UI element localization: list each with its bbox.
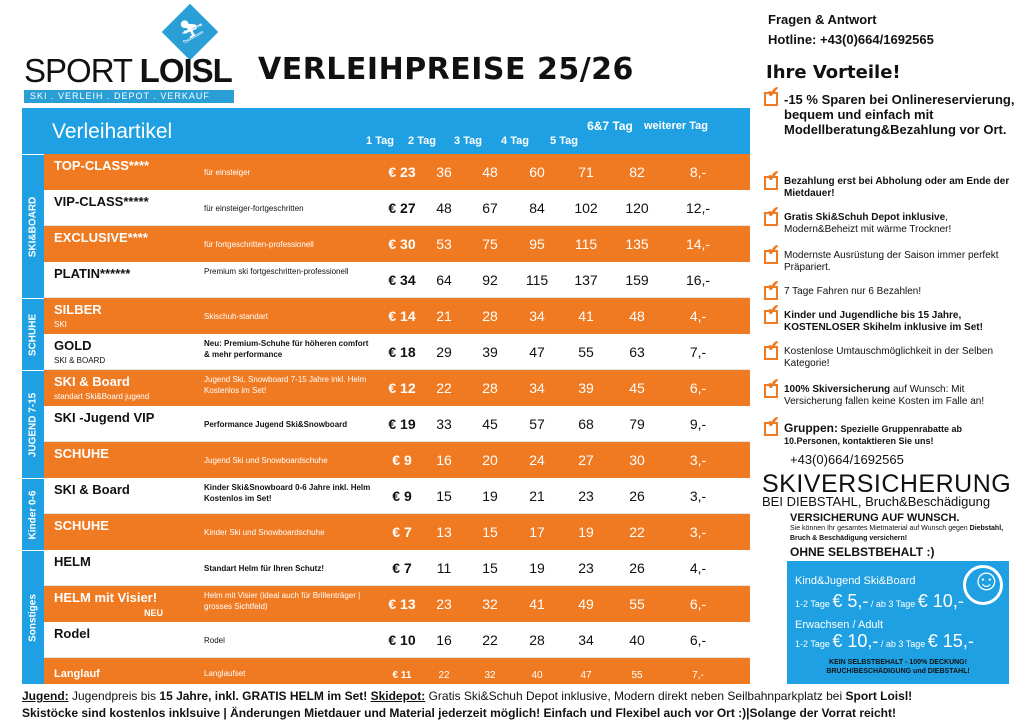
- logo-brand-left: SPORT: [24, 52, 132, 89]
- price-amount: € 10,-: [917, 591, 964, 611]
- price-label: 1-2 Tage: [795, 599, 833, 609]
- price-cell: 40: [629, 632, 645, 648]
- table-row: [44, 514, 750, 550]
- price-cell: 75: [482, 236, 498, 252]
- price-cell: 28: [482, 380, 498, 396]
- col-4-tag: 4 Tag: [501, 135, 529, 147]
- table-row: [44, 658, 750, 684]
- category-schuhe: [22, 298, 44, 370]
- col-6-7-tag: 6&7 Tag: [587, 119, 633, 133]
- table-row: [44, 442, 750, 478]
- price-cell: € 9: [392, 488, 412, 504]
- category-jugend: [22, 370, 44, 478]
- price-cell: 47: [529, 344, 545, 360]
- price-cell: 32: [484, 670, 496, 681]
- price-cell: 68: [578, 416, 594, 432]
- price-cell: € 18: [388, 344, 416, 360]
- benefit-strong: Kinder und Jugendliche bis 15 Jahre,: [784, 310, 962, 321]
- price-cell: 67: [482, 200, 498, 216]
- price-cell: 53: [436, 236, 452, 252]
- category-label: Kinder 0-6: [27, 490, 39, 539]
- footer-text: Sport Loisl!: [845, 689, 913, 703]
- product-name: TOP-CLASS****: [54, 158, 150, 173]
- price-cell: 36: [436, 164, 452, 180]
- checkbox-icon: [764, 176, 778, 190]
- price-cell: 135: [625, 236, 649, 252]
- product-name: Rodel: [54, 626, 91, 641]
- benefit-text: Spezielle Gruppenrabatte ab 10.Personen, kontaktieren Sie uns!: [784, 424, 963, 446]
- benefit-text: , Modern&Beheizt mit wärme Trockner!: [784, 212, 952, 235]
- table-row: [44, 586, 750, 622]
- product-subtitle: SKI & BOARD: [54, 356, 106, 365]
- price-cell: 159: [625, 272, 649, 288]
- table-header: [22, 108, 750, 154]
- price-cell: 95: [529, 236, 545, 252]
- product-description: Skischuh-standart: [204, 312, 269, 321]
- price-cell: € 23: [388, 164, 416, 180]
- table-row: [44, 226, 750, 262]
- price-cell: 60: [529, 164, 545, 180]
- product-description: Kinder Ski und Snowboardschuhe: [204, 528, 325, 537]
- price-extra-day: 3,-: [689, 524, 707, 540]
- price-cell: 45: [629, 380, 645, 396]
- adult-insurance-prices: [795, 631, 974, 652]
- table-header-label: Verleihartikel: [52, 120, 173, 143]
- price-extra-day: 14,-: [685, 236, 711, 252]
- benefit-text: Bezahlung erst bei Abholung oder am Ende der Mietdauer!: [784, 176, 1010, 199]
- skier-icon: ⛷: [178, 20, 206, 45]
- price-cell: 40: [531, 670, 543, 681]
- checkbox-icon: [764, 212, 778, 226]
- price-cell: 30: [629, 452, 645, 468]
- product-name: VIP-CLASS*****: [54, 194, 149, 209]
- product-description: Neu: Premium-Schuhe für höheren comfort & mehr performance: [204, 339, 369, 359]
- benefit-strong: -15 % Sparen: [784, 92, 866, 107]
- ohne-selbstbehalt: OHNE SELBSTBEHALT :): [790, 545, 935, 559]
- category-sonstiges: [22, 550, 44, 684]
- kids-insurance-prices: [795, 591, 964, 612]
- price-cell: 71: [578, 164, 594, 180]
- benefit-text: Modernste Ausrüstung der Saison immer perfekt Präpariert.: [784, 250, 999, 273]
- price-cell: 16: [436, 452, 452, 468]
- price-cell: € 19: [388, 416, 416, 432]
- product-subtitle: NEU: [144, 608, 164, 618]
- price-cell: € 30: [388, 236, 416, 252]
- price-cell: 82: [629, 164, 645, 180]
- price-cell: 34: [529, 380, 545, 396]
- page-title: VERLEIHPREISE 25/26: [258, 52, 634, 87]
- price-cell: 15: [482, 560, 498, 576]
- price-cell: € 7: [392, 524, 412, 540]
- price-cell: 28: [482, 308, 498, 324]
- benefit-item: [764, 384, 1020, 408]
- footer-text: , inkl. GRATIS HELM im Set!: [208, 689, 371, 703]
- product-name: SILBER: [54, 302, 102, 317]
- benefit-text: KOSTENLOSER Skihelm inklusive im Set!: [784, 322, 983, 333]
- price-cell: 13: [436, 524, 452, 540]
- skiversicherung-subtitle: BEI DIEBSTAHL, Bruch&Beschädigung: [762, 494, 991, 509]
- price-cell: 28: [529, 632, 545, 648]
- price-cell: 84: [529, 200, 545, 216]
- price-cell: 137: [574, 272, 598, 288]
- price-cell: € 9: [392, 452, 412, 468]
- table-row: [44, 622, 750, 658]
- benefit-item: [764, 212, 1020, 236]
- table-row: [44, 334, 750, 370]
- price-cell: 34: [578, 632, 594, 648]
- price-cell: 92: [482, 272, 498, 288]
- price-cell: 102: [574, 200, 598, 216]
- product-description: für einsteiger: [204, 168, 251, 177]
- price-cell: 23: [578, 560, 594, 576]
- price-cell: 48: [629, 308, 645, 324]
- table-row: [44, 154, 750, 190]
- smiley-icon: [963, 565, 1003, 605]
- price-cell: 120: [625, 200, 649, 216]
- hotline-label: Hotline: +43(0)664/1692565: [768, 32, 934, 47]
- table-row: [44, 550, 750, 586]
- price-cell: 47: [580, 670, 592, 681]
- sport-loisl-logo: [22, 6, 242, 101]
- table-row: [44, 370, 750, 406]
- logo-brand: [24, 52, 232, 90]
- footer-skidepot-label: Skidepot:: [370, 689, 426, 703]
- versicherung-note: [790, 524, 1020, 544]
- insurance-footnote: KEIN SELBSTBEHALT - 100% DECKUNG!: [829, 659, 967, 666]
- price-cell: 24: [529, 452, 545, 468]
- contact-block: [768, 10, 934, 50]
- product-description: Langlaufset: [204, 669, 246, 678]
- category-kinder: [22, 478, 44, 550]
- price-cell: 22: [436, 380, 452, 396]
- product-name: Langlauf: [54, 668, 100, 680]
- price-cell: 55: [629, 596, 645, 612]
- product-description: Kinder Ski&Snowboard 0-6 Jahre inkl. Helm Kostenlos im Set!: [204, 483, 371, 503]
- table-row: [44, 262, 750, 298]
- product-name: GOLD: [54, 338, 92, 353]
- checkbox-icon: [764, 92, 778, 106]
- table-row: [44, 298, 750, 334]
- price-cell: 15: [482, 524, 498, 540]
- price-cell: 41: [578, 308, 594, 324]
- insurance-price-box: [787, 561, 1009, 684]
- price-cell: 26: [629, 488, 645, 504]
- price-label: / ab 3 Tage: [878, 639, 928, 649]
- insurance-footnote: BRUCH/BESCHÄDIGUNG und DIEBSTAHL!: [826, 668, 970, 675]
- price-cell: 55: [631, 670, 643, 681]
- price-cell: € 34: [388, 272, 416, 288]
- product-name: PLATIN******: [54, 266, 131, 281]
- price-cell: 39: [482, 344, 498, 360]
- checkbox-icon: [764, 286, 778, 300]
- price-cell: 115: [525, 272, 549, 288]
- product-description: Standart Helm für Ihren Schutz!: [204, 564, 325, 573]
- benefit-item: [764, 176, 1020, 200]
- price-extra-day: 9,-: [689, 416, 707, 432]
- price-cell: 33: [436, 416, 452, 432]
- benefit-strong: 100% Skiversicherung: [784, 384, 891, 395]
- footer-line-2: Skistöcke sind kostenlos inklsuive | Änderungen Mietdauer und Material jederzeit möglich! Einfach und Flexibel auch vor Ort :)|Solange der Vorrat reicht!: [22, 706, 897, 720]
- price-extra-day: 3,-: [689, 488, 707, 504]
- category-label: SKI&BOARD: [27, 196, 39, 257]
- benefit-item: [764, 286, 1020, 298]
- price-cell: 55: [578, 344, 594, 360]
- price-cell: 19: [578, 524, 594, 540]
- price-cell: 11: [436, 560, 452, 576]
- price-table: [22, 108, 750, 685]
- benefit-text: 7 Tage Fahren nur 6 Bezahlen!: [784, 286, 922, 297]
- price-cell: 48: [482, 164, 498, 180]
- price-extra-day: 4,-: [689, 308, 707, 324]
- benefit-item: [764, 346, 1020, 370]
- price-cell: 19: [529, 560, 545, 576]
- price-extra-day: 7,-: [689, 344, 707, 360]
- price-label: 1-2 Tage: [795, 639, 833, 649]
- footer-text: Jugendpreis bis: [68, 689, 160, 703]
- price-cell: 49: [578, 596, 594, 612]
- price-amount: € 15,-: [927, 631, 974, 651]
- checkbox-icon: [764, 310, 778, 324]
- price-extra-day: 12,-: [685, 200, 711, 216]
- col-weiterer-tag: weiterer Tag: [644, 120, 708, 132]
- price-extra-day: 7,-: [692, 670, 704, 681]
- product-description: Rodel: [204, 636, 225, 645]
- price-cell: € 12: [388, 380, 416, 396]
- price-cell: 115: [574, 236, 598, 252]
- price-cell: 26: [629, 560, 645, 576]
- footer-text: Gratis Ski&Schuh Depot inklusive, Modern direkt neben Seilbahnparkplatz bei: [425, 689, 846, 703]
- col-1-tag: 1 Tag: [366, 135, 394, 147]
- price-cell: 57: [529, 416, 545, 432]
- product-description: Jugend Ski, Snowboard 7-15 Jahre inkl. Helm Kostenlos im Set!: [204, 375, 367, 395]
- category-label: JUGEND 7-15: [27, 392, 39, 457]
- checkbox-icon: [764, 346, 778, 360]
- benefit-text: auf Wunsch: Mit Versicherung fallen keine Kosten im Falle an!: [784, 384, 985, 407]
- price-cell: 17: [529, 524, 545, 540]
- price-extra-day: 16,-: [685, 272, 711, 288]
- table-row: [44, 478, 750, 514]
- price-extra-day: 6,-: [689, 596, 707, 612]
- vorteile-title: Ihre Vorteile!: [766, 62, 901, 83]
- table-row: [44, 190, 750, 226]
- price-label: / ab 3 Tage: [868, 599, 918, 609]
- adult-insurance-title: Erwachsen / Adult: [795, 619, 884, 631]
- kids-insurance-title: Kind&Jugend Ski&Board: [795, 575, 916, 587]
- benefit-strong: Gratis Ski&Schuh Depot inklusive: [784, 212, 946, 223]
- product-description: für fortgeschritten-professionell: [204, 240, 314, 249]
- phone-number: +43(0)664/1692565: [790, 452, 904, 467]
- product-description: für einsteiger-fortgeschritten: [204, 204, 304, 213]
- price-cell: 29: [436, 344, 452, 360]
- price-cell: 45: [482, 416, 498, 432]
- price-extra-day: 6,-: [689, 632, 707, 648]
- price-cell: 23: [436, 596, 452, 612]
- product-name: SCHUHE: [54, 518, 109, 533]
- logo-brand-right: LOISL: [139, 52, 232, 89]
- price-cell: 22: [438, 670, 450, 681]
- price-extra-day: 4,-: [689, 560, 707, 576]
- price-cell: 79: [629, 416, 645, 432]
- price-cell: 27: [578, 452, 594, 468]
- price-cell: 41: [529, 596, 545, 612]
- checkbox-icon: [764, 250, 778, 264]
- product-description: Performance Jugend Ski&Snowboard: [204, 420, 348, 429]
- footer-text: 15 Jahre: [159, 689, 209, 703]
- benefit-item: [764, 250, 1020, 274]
- table-row: [44, 406, 750, 442]
- note-bold: Diebstahl, Bruch & Beschädigung versichern!: [790, 525, 1004, 542]
- col-5-tag: 5 Tag: [550, 135, 578, 147]
- checkbox-icon: [764, 384, 778, 398]
- price-cell: € 14: [388, 308, 416, 324]
- price-cell: 32: [482, 596, 498, 612]
- faq-label: Fragen & Antwort: [768, 12, 877, 27]
- product-name: HELM: [54, 554, 91, 569]
- benefit-strong: Gruppen:: [784, 421, 838, 435]
- product-name: SKI & Board: [54, 482, 130, 497]
- price-cell: 63: [629, 344, 645, 360]
- product-name: SKI & Board: [54, 374, 130, 389]
- price-cell: 20: [482, 452, 498, 468]
- price-cell: 15: [436, 488, 452, 504]
- category-label: SCHUHE: [27, 313, 39, 356]
- benefit-item: [764, 310, 1020, 334]
- col-3-tag: 3 Tag: [454, 135, 482, 147]
- price-cell: € 7: [392, 560, 412, 576]
- price-extra-day: 3,-: [689, 452, 707, 468]
- price-cell: € 27: [388, 200, 416, 216]
- price-cell: 39: [578, 380, 594, 396]
- price-cell: 22: [482, 632, 498, 648]
- footer-jugend-label: Jugend:: [22, 689, 69, 703]
- logo-tagline: SKI . VERLEIH . DEPOT . VERKAUF: [24, 90, 234, 103]
- product-name: SKI -Jugend VIP: [54, 410, 155, 425]
- price-amount: € 10,-: [832, 631, 879, 651]
- price-cell: 19: [482, 488, 498, 504]
- benefit-text: Kostenlose Umtauschmöglichkeit in der Selben Kategorie!: [784, 346, 993, 369]
- benefit-item: [764, 422, 1020, 447]
- product-name: HELM mit Visier!: [54, 590, 158, 605]
- price-cell: 22: [629, 524, 645, 540]
- skiversicherung-title: SKIVERSICHERUNG: [762, 470, 1012, 498]
- price-cell: 21: [529, 488, 545, 504]
- price-cell: 48: [436, 200, 452, 216]
- price-amount: € 5,-: [832, 591, 869, 611]
- category-ski-board: [22, 154, 44, 298]
- price-cell: € 11: [392, 670, 412, 681]
- price-cell: 23: [578, 488, 594, 504]
- product-name: EXCLUSIVE****: [54, 230, 148, 245]
- product-subtitle: SKI: [54, 320, 67, 329]
- price-cell: 21: [436, 308, 452, 324]
- price-cell: € 10: [388, 632, 416, 648]
- category-label: Sonstiges: [27, 593, 39, 642]
- price-cell: 34: [529, 308, 545, 324]
- note-text: Sie können Ihr gesamtes Mietmaterial auf Wunsch gegen: [790, 525, 970, 532]
- price-cell: 64: [436, 272, 452, 288]
- benefit-item: [764, 92, 1020, 137]
- price-cell: 16: [436, 632, 452, 648]
- product-description: Premium ski fortgeschritten-professionell: [204, 267, 349, 276]
- price-cell: € 13: [388, 596, 416, 612]
- price-extra-day: 8,-: [689, 164, 707, 180]
- product-description: Helm mit Visier (ideal auch für Brillenträger | grosses Sichtfeld): [204, 591, 361, 611]
- col-2-tag: 2 Tag: [408, 135, 436, 147]
- benefit-text: bei Onlinereservierung, bequem und einfach mit Modellberatung&Bezahlung vor Ort.: [784, 92, 1015, 137]
- product-subtitle: standart Ski&Board jugend: [54, 392, 150, 401]
- versicherung-wunsch: VERSICHERUNG AUF WUNSCH.: [790, 512, 960, 524]
- footer-line-1: [22, 689, 1022, 703]
- price-extra-day: 6,-: [689, 380, 707, 396]
- product-description: Jugend Ski und Snowboardschuhe: [204, 456, 328, 465]
- product-name: SCHUHE: [54, 446, 109, 461]
- checkbox-icon: [764, 422, 778, 436]
